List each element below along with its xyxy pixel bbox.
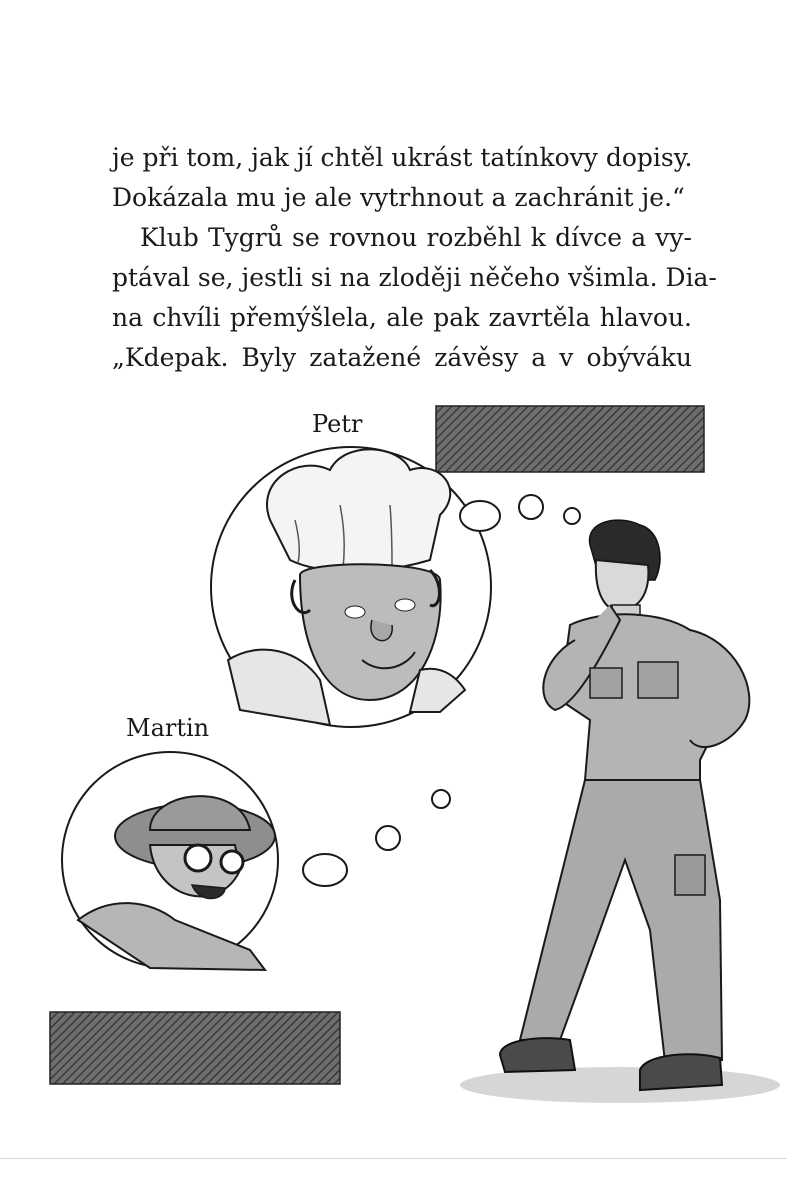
label-petr: Petr [312, 410, 363, 438]
text-line: je při tom, jak jí chtěl ukrást tatínkovy dopisy. [112, 143, 693, 172]
redacted-label-bottom [50, 1012, 340, 1084]
text-line: na chvíli přemýšlela, ale pak zavrtěla hlavou. [112, 303, 692, 332]
thought-dot [564, 508, 580, 524]
thought-dot [303, 854, 347, 886]
thought-dot [432, 790, 450, 808]
thought-bubble-martin [62, 752, 278, 970]
label-martin: Martin [126, 714, 210, 742]
redacted-label-top [436, 406, 704, 472]
thought-bubble-petr [211, 447, 491, 727]
page-footer-rule [0, 1158, 787, 1159]
text-line: Dokázala mu je ale vytrhnout a zachránit je.“ [112, 183, 685, 212]
text-line: Klub Tygrů se rovnou rozběhl k dívce a vy- [140, 223, 692, 252]
thought-dot [376, 826, 400, 850]
thought-dot [519, 495, 543, 519]
thinking-boy [460, 520, 780, 1103]
thought-dot [460, 501, 500, 531]
text-line: „Kdepak. Byly zatažené závěsy a v obýváku [112, 343, 692, 372]
text-line: ptával se, jestli si na zloději něčeho všimla. Dia- [112, 263, 717, 292]
